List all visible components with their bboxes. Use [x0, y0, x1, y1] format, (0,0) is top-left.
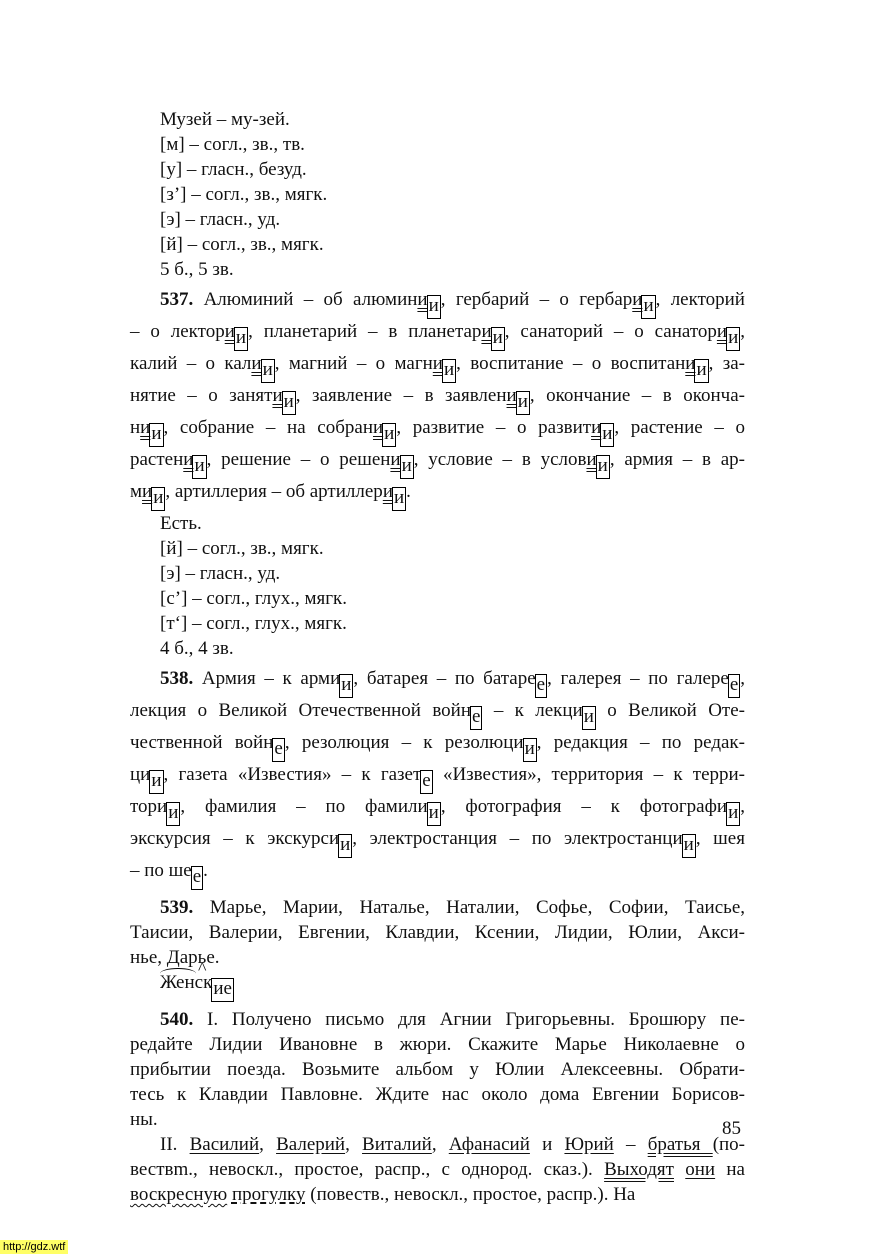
- text-segment: – по ше: [130, 860, 192, 881]
- text-segment: [т‘] – согл., глух., мягк.: [160, 613, 347, 634]
- exercise-number: 539.: [160, 897, 194, 918]
- text-segment: , гербарий – о гербар: [440, 289, 633, 310]
- double-underlined: и: [272, 385, 283, 406]
- boxed-ending: и: [726, 327, 740, 351]
- boxed-ending: е: [420, 770, 432, 794]
- text-line: [130, 945, 745, 970]
- text-segment: , воспитание – о воспитан: [456, 353, 686, 374]
- boxed-ending: е: [470, 706, 482, 730]
- text-line: [130, 1157, 745, 1182]
- boxed-ending: и: [149, 770, 163, 794]
- text-line: [130, 1107, 745, 1132]
- text-line: [130, 970, 745, 1002]
- text-segment: Есть.: [160, 513, 202, 534]
- text-segment: , за-: [708, 353, 745, 374]
- text-segment: II.: [160, 1134, 190, 1155]
- text-segment: 4 б., 4 зв.: [160, 638, 234, 659]
- double-underlined: и: [140, 417, 151, 438]
- boxed-ending: е: [728, 674, 740, 698]
- boxed-ending: и: [516, 391, 530, 415]
- text-segment: – о лектор: [130, 321, 225, 342]
- text-line: [130, 1007, 745, 1032]
- text-line: [130, 536, 745, 561]
- text-segment: , собрание – на собран: [163, 417, 373, 438]
- text-segment: , галерея – по галере: [547, 668, 729, 689]
- text-segment: ,: [740, 796, 745, 817]
- text-line: [130, 511, 745, 536]
- boxed-ending: и: [523, 738, 537, 762]
- boxed-ending: е: [535, 674, 547, 698]
- text-segment: Алюминий – об алюмин: [193, 289, 418, 310]
- text-segment: м: [130, 481, 143, 502]
- paragraph-analysis-muzej: [130, 107, 745, 282]
- underlined: Василий: [189, 1134, 260, 1155]
- boxed-ending: и: [596, 455, 610, 479]
- text-line: [130, 895, 745, 920]
- text-line: [130, 132, 745, 157]
- text-segment: [з’] – согл., зв., мягк.: [160, 184, 328, 205]
- wavy-underlined: воскресную: [130, 1184, 228, 1205]
- text-segment: , магний – о магн: [274, 353, 433, 374]
- text-line: [130, 383, 745, 415]
- text-line: [130, 858, 745, 890]
- word-stem-arc: Женск ^: [160, 970, 212, 995]
- double-underlined: и: [251, 353, 262, 374]
- underlined: Виталий: [362, 1134, 432, 1155]
- text-line: [130, 257, 745, 282]
- boxed-ending: и: [427, 295, 441, 319]
- text-line: [130, 1082, 745, 1107]
- text-line: [130, 207, 745, 232]
- text-segment: , резолюция – к резолюци: [284, 732, 524, 753]
- text-segment: I. Получено письмо для Агнии Григорьевны. Брошюру пе-: [193, 1009, 745, 1030]
- boxed-ending: и: [682, 834, 696, 858]
- text-segment: тори: [130, 796, 168, 817]
- boxed-ending: и: [491, 327, 505, 351]
- text-line: [130, 1032, 745, 1057]
- text-segment: нье, Дарье.: [130, 947, 220, 968]
- boxed-ending: и: [149, 423, 163, 447]
- text-line: [130, 826, 745, 858]
- text-line: [130, 920, 745, 945]
- text-segment: Армия – к арми: [193, 668, 341, 689]
- text-segment: , шея: [695, 828, 745, 849]
- double-underlined: Выходят: [604, 1159, 674, 1180]
- text-segment: ны.: [130, 1109, 158, 1130]
- text-segment: , растение – о: [614, 417, 745, 438]
- text-segment: (повеств., невоскл., простое, распр.). На: [305, 1184, 636, 1205]
- text-segment: вествm., невоскл., простое, распр., с однород. сказ.).: [130, 1159, 605, 1180]
- document-body: [130, 107, 745, 1207]
- paragraph-exercise-540-ii: [130, 1132, 745, 1207]
- text-segment: , редакция – по редак-: [536, 732, 745, 753]
- text-segment: [й] – согл., зв., мягк.: [160, 538, 324, 559]
- text-segment: ,: [740, 321, 745, 342]
- text-segment: [у] – гласн., безуд.: [160, 159, 307, 180]
- double-underlined: и: [716, 321, 728, 342]
- text-segment: , заявление – в заявлен: [295, 385, 507, 406]
- text-line: [130, 157, 745, 182]
- text-segment: (по-: [712, 1134, 746, 1155]
- text-line: [130, 762, 745, 794]
- boxed-ending: и: [151, 487, 165, 511]
- boxed-ending: и: [641, 295, 655, 319]
- text-line: [130, 287, 745, 319]
- boxed-ending: и: [282, 391, 296, 415]
- text-line: [130, 561, 745, 586]
- paragraph-exercise-537: [130, 287, 745, 511]
- text-line: [130, 1057, 745, 1082]
- text-segment: , планетарий – в планетар: [248, 321, 482, 342]
- text-segment: на: [715, 1159, 745, 1180]
- text-segment: калий – о кал: [130, 353, 252, 374]
- paragraph-exercise-539: [130, 895, 745, 1002]
- boxed-ending: и: [694, 359, 708, 383]
- double-underlined: и: [417, 289, 428, 310]
- text-segment: [м] – согл., зв., тв.: [160, 134, 305, 155]
- text-segment: Музей – му-зей.: [160, 109, 290, 130]
- text-segment: –: [613, 1134, 648, 1155]
- text-segment: – к лекци: [482, 700, 583, 721]
- double-underlined: и: [183, 449, 194, 470]
- double-underlined: и: [142, 481, 153, 502]
- underlined: они: [685, 1159, 716, 1180]
- text-segment: .: [406, 481, 411, 502]
- boxed-ending: и: [582, 706, 596, 730]
- text-line: [130, 1182, 745, 1207]
- boxed-ending: и: [382, 423, 396, 447]
- double-underlined: и: [372, 417, 384, 438]
- text-line: [130, 636, 745, 661]
- text-segment: н: [130, 417, 141, 438]
- text-line: [130, 415, 745, 447]
- double-underlined: и: [586, 449, 597, 470]
- text-segment: [э] – гласн., уд.: [160, 209, 281, 230]
- text-line: [130, 447, 745, 479]
- boxed-ending: и: [339, 674, 353, 698]
- text-line: [130, 479, 745, 511]
- text-segment: Марье, Марии, Наталье, Наталии, Софье, Софии, Таисье,: [193, 897, 745, 918]
- boxed-ending: и: [600, 423, 614, 447]
- text-line: [130, 232, 745, 257]
- boxed-ending: и: [442, 359, 456, 383]
- double-underlined: и: [632, 289, 643, 310]
- text-segment: , развитие – о развит: [396, 417, 592, 438]
- text-segment: редайте Лидии Ивановне в жюри. Скажите Марье Николаевне о: [130, 1034, 745, 1055]
- text-segment: .: [203, 860, 208, 881]
- double-underlined: и: [390, 449, 401, 470]
- text-segment: [й] – согл., зв., мягк.: [160, 234, 324, 255]
- text-line: [130, 1132, 745, 1157]
- text-segment: Таисии, Валерии, Евгении, Клавдии, Ксении, Лидии, Юлии, Акси-: [130, 922, 745, 943]
- text-segment: ци: [130, 764, 151, 785]
- boxed-ending: и: [234, 327, 248, 351]
- text-segment: чественной войн: [130, 732, 274, 753]
- text-segment: растен: [130, 449, 184, 470]
- text-segment: ,: [431, 1134, 449, 1155]
- double-underlined: и: [481, 321, 492, 342]
- boxed-ending: е: [191, 866, 203, 890]
- underlined: Валерий: [276, 1134, 346, 1155]
- double-underlined: и: [224, 321, 235, 342]
- paragraph-exercise-538: [130, 666, 745, 890]
- text-line: [130, 730, 745, 762]
- dash-underlined: прогулку: [231, 1184, 306, 1205]
- text-segment: ,: [740, 668, 745, 689]
- exercise-number: 538.: [160, 668, 194, 689]
- boxed-ending: и: [338, 834, 352, 858]
- exercise-number: 537.: [160, 289, 194, 310]
- exercise-number: 540.: [160, 1009, 194, 1030]
- text-segment: , батарея – по батаре: [353, 668, 536, 689]
- boxed-ending: и: [392, 487, 406, 511]
- paragraph-analysis-est: [130, 511, 745, 661]
- text-line: [130, 794, 745, 826]
- text-line: [130, 351, 745, 383]
- text-line: [130, 107, 745, 132]
- text-segment: , фамилия – по фамили: [180, 796, 428, 817]
- text-segment: , санаторий – о санатор: [504, 321, 717, 342]
- boxed-ending: и: [427, 802, 441, 826]
- double-underlined: и: [382, 481, 393, 502]
- text-segment: ,: [259, 1134, 277, 1155]
- text-segment: о Великой Оте-: [595, 700, 745, 721]
- double-underlined: братья: [647, 1134, 713, 1155]
- double-underlined: и: [591, 417, 602, 438]
- underlined: Юрий: [564, 1134, 614, 1155]
- text-segment: и: [529, 1134, 565, 1155]
- text-segment: , лекторий: [655, 289, 745, 310]
- text-segment: лекция о Великой Отечественной войн: [130, 700, 472, 721]
- text-line: [130, 586, 745, 611]
- underlined: Афанасий: [448, 1134, 530, 1155]
- text-segment: , электростанция – по электростанци: [352, 828, 683, 849]
- text-line: [130, 666, 745, 698]
- text-segment: , окончание – в оконча-: [529, 385, 745, 406]
- boxed-ending: и: [400, 455, 414, 479]
- text-segment: , газета «Известия» – к газет: [163, 764, 422, 785]
- text-line: [130, 611, 745, 636]
- text-segment: [674, 1159, 685, 1180]
- text-segment: ,: [345, 1134, 363, 1155]
- source-link[interactable]: http://gdz.wtf: [0, 1240, 68, 1254]
- boxed-ending: ие: [211, 978, 234, 1002]
- text-segment: , условие – в услов: [413, 449, 587, 470]
- text-segment: , решение – о решен: [206, 449, 391, 470]
- text-segment: экскурсия – к экскурси: [130, 828, 340, 849]
- paragraph-exercise-540-i: [130, 1007, 745, 1132]
- boxed-ending: и: [726, 802, 740, 826]
- double-underlined: и: [685, 353, 696, 374]
- text-line: [130, 319, 745, 351]
- text-segment: тесь к Клавдии Павловне. Ждите нас около дома Евгении Борисов-: [130, 1084, 745, 1105]
- double-underlined: и: [432, 353, 443, 374]
- text-segment: «Известия», территория – к терри-: [432, 764, 746, 785]
- boxed-ending: и: [192, 455, 206, 479]
- page-number: 85: [722, 1118, 741, 1139]
- text-segment: нятие – о занят: [130, 385, 273, 406]
- text-segment: , фотография – к фотографи: [440, 796, 728, 817]
- text-segment: , армия – в ар-: [609, 449, 746, 470]
- boxed-ending: и: [166, 802, 180, 826]
- text-segment: , артиллерия – об артиллер: [165, 481, 383, 502]
- boxed-ending: е: [272, 738, 284, 762]
- text-line: [130, 182, 745, 207]
- double-underlined: и: [506, 385, 517, 406]
- text-line: [130, 698, 745, 730]
- text-segment: [с’] – согл., глух., мягк.: [160, 588, 348, 609]
- boxed-ending: и: [261, 359, 275, 383]
- text-segment: прибытии поезда. Возьмите альбом у Юлии Алексеевны. Обрати-: [130, 1059, 745, 1080]
- text-segment: 5 б., 5 зв.: [160, 259, 234, 280]
- text-segment: [э] – гласн., уд.: [160, 563, 281, 584]
